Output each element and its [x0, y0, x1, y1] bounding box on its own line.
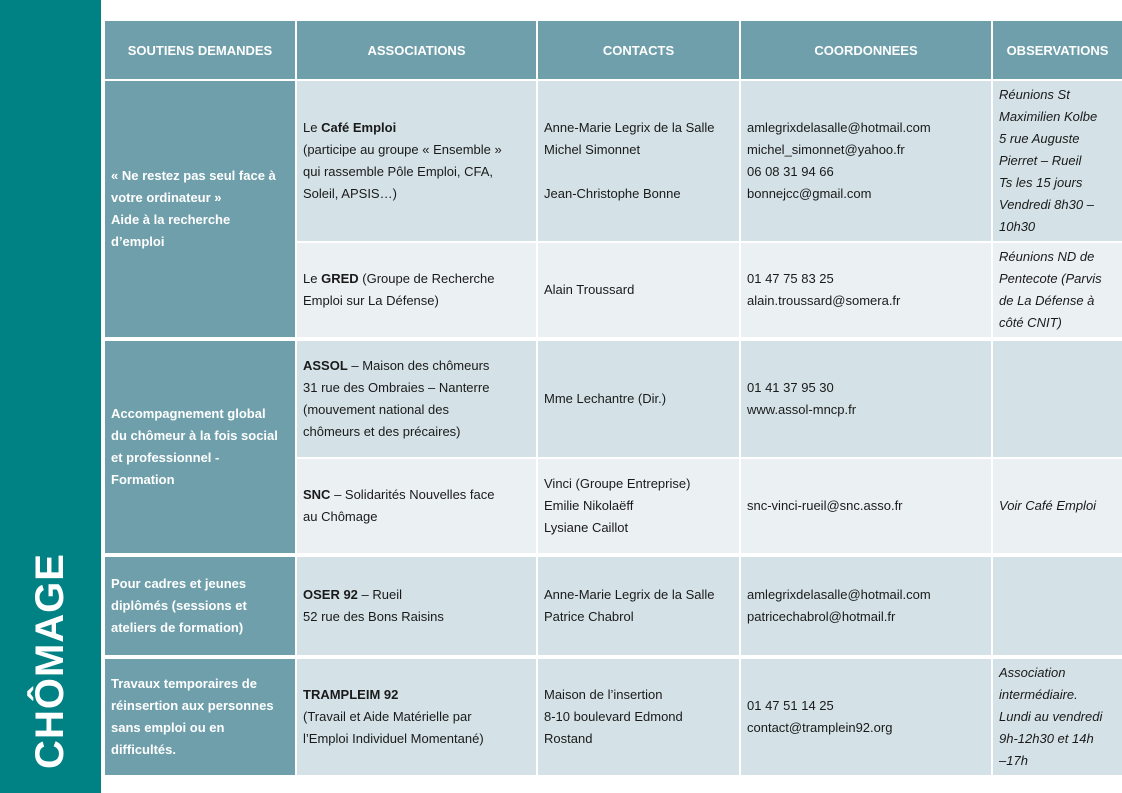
- category-line: difficultés.: [111, 742, 177, 757]
- contact-line: Lysiane Caillot: [544, 520, 629, 535]
- contact-line: Patrice Chabrol: [544, 609, 634, 624]
- category-line: Formation: [111, 472, 175, 487]
- association-title: [303, 484, 530, 506]
- association-cell: [296, 658, 537, 776]
- category-line: ateliers de formation): [111, 620, 244, 635]
- association-cell: [296, 80, 537, 242]
- association-line: qui rassemble Pôle Emploi, CFA,: [303, 164, 494, 179]
- contact-line: 8-10 boulevard Edmond: [544, 709, 683, 724]
- table-row: [104, 556, 1122, 656]
- association-cell: [296, 458, 537, 554]
- observation-line: 9h-12h30 et 14h: [999, 731, 1094, 746]
- association-suffix: – Rueil: [357, 587, 402, 602]
- association-line: 31 rue des Ombraies – Nanterre: [303, 380, 490, 395]
- contacts-cell: [537, 80, 740, 242]
- observation-line: Voir Café Emploi: [999, 498, 1097, 513]
- category-line: d’emploi: [111, 234, 165, 249]
- category-line: Accompagnement global: [111, 406, 266, 421]
- coordonnee-line: 01 47 51 14 25: [747, 698, 834, 713]
- association-cell: [296, 340, 537, 458]
- association-line: 52 rue des Bons Raisins: [303, 609, 444, 624]
- table-row: [104, 340, 1122, 458]
- contact-blank: [544, 161, 733, 183]
- coordonnees-cell: [740, 556, 992, 656]
- coordonnees-cell: [740, 242, 992, 338]
- category-line: réinsertion aux personnes: [111, 698, 274, 713]
- association-line: Soleil, APSIS…): [303, 186, 397, 201]
- association-title: [303, 117, 530, 139]
- category-line: et professionnel -: [111, 450, 220, 465]
- contact-line: Michel Simonnet: [544, 142, 641, 157]
- association-suffix: (Groupe de Recherche: [358, 271, 495, 286]
- coordonnee-line: amlegrixdelasalle@hotmail.com: [747, 120, 931, 135]
- observation-line: Lundi au vendredi: [999, 709, 1103, 724]
- side-band: [0, 0, 101, 793]
- association-title: [303, 684, 530, 706]
- header-contacts: CONTACTS: [537, 20, 740, 80]
- observations-cell: [992, 658, 1122, 776]
- header-row: [104, 20, 1122, 80]
- association-suffix: – Solidarités Nouvelles face: [330, 487, 495, 502]
- contact-line: Vinci (Groupe Entreprise): [544, 476, 691, 491]
- coordonnee-line: 06 08 31 94 66: [747, 164, 834, 179]
- coordonnee-line: www.assol-mncp.fr: [747, 402, 857, 417]
- coordonnee-line: amlegrixdelasalle@hotmail.com: [747, 587, 931, 602]
- coordonnee-line: 01 41 37 95 30: [747, 380, 834, 395]
- coordonnee-line: 01 47 75 83 25: [747, 271, 834, 286]
- header-soutiens: SOUTIENS DEMANDES: [104, 20, 296, 80]
- category-line: sans emploi ou en: [111, 720, 225, 735]
- header-coordonnees: COORDONNEES: [740, 20, 992, 80]
- table-body: [104, 80, 1122, 776]
- observation-line: Réunions ND de: [999, 249, 1095, 264]
- category-line: du chômeur à la fois social: [111, 428, 278, 443]
- association-prefix: Le: [303, 120, 322, 135]
- observations-cell: [992, 458, 1122, 554]
- contacts-cell: [537, 458, 740, 554]
- observations-cell: [992, 80, 1122, 242]
- observation-line: Vendredi 8h30 –: [999, 197, 1094, 212]
- observation-line: intermédiaire.: [999, 687, 1078, 702]
- association-name: OSER 92: [303, 587, 358, 602]
- contacts-cell: [537, 556, 740, 656]
- observation-line: Réunions St: [999, 87, 1070, 102]
- observation-line: Maximilien Kolbe: [999, 109, 1098, 124]
- table-row: [104, 80, 1122, 242]
- observation-line: de La Défense à: [999, 293, 1095, 308]
- category-cell: [104, 80, 296, 338]
- table-row: [104, 658, 1122, 776]
- category-line: votre ordinateur »: [111, 190, 222, 205]
- association-suffix: – Maison des chômeurs: [347, 358, 490, 373]
- observation-line: Pentecote (Parvis: [999, 271, 1102, 286]
- association-name: TRAMPLEIM 92: [303, 687, 399, 702]
- coordonnee-line: patricechabrol@hotmail.fr: [747, 609, 896, 624]
- association-title: [303, 355, 530, 377]
- observation-line: Association: [999, 665, 1066, 680]
- association-line: chômeurs et des précaires): [303, 424, 461, 439]
- association-cell: [296, 242, 537, 338]
- coordonnees-cell: [740, 80, 992, 242]
- header-associations: ASSOCIATIONS: [296, 20, 537, 80]
- contacts-cell: [537, 340, 740, 458]
- category-line: « Ne restez pas seul face à: [111, 168, 276, 183]
- observation-line: côté CNIT): [999, 315, 1062, 330]
- observation-line: Pierret – Rueil: [999, 153, 1082, 168]
- contact-line: Mme Lechantre (Dir.): [544, 391, 667, 406]
- category-cell: [104, 658, 296, 776]
- association-name: GRED: [321, 271, 359, 286]
- observations-cell: [992, 556, 1122, 656]
- contacts-cell: [537, 242, 740, 338]
- contact-line: Emilie Nikolaëff: [544, 498, 634, 513]
- contacts-cell: [537, 658, 740, 776]
- association-line: (Travail et Aide Matérielle par: [303, 709, 472, 724]
- coordonnee-line: snc-vinci-rueil@snc.asso.fr: [747, 498, 903, 513]
- coordonnee-line: bonnejcc@gmail.com: [747, 186, 872, 201]
- association-line: au Chômage: [303, 509, 378, 524]
- association-line: (participe au groupe « Ensemble »: [303, 142, 502, 157]
- category-line: Aide à la recherche: [111, 212, 231, 227]
- observation-line: 10h30: [999, 219, 1036, 234]
- associations-table: [103, 19, 1122, 777]
- observation-line: Ts les 15 jours: [999, 175, 1083, 190]
- contact-line: Anne-Marie Legrix de la Salle: [544, 120, 715, 135]
- category-line: diplômés (sessions et: [111, 598, 247, 613]
- contact-line: Anne-Marie Legrix de la Salle: [544, 587, 715, 602]
- coordonnee-line: alain.troussard@somera.fr: [747, 293, 901, 308]
- association-prefix: Le: [303, 271, 322, 286]
- coordonnees-cell: [740, 458, 992, 554]
- category-cell: [104, 340, 296, 554]
- category-cell: [104, 556, 296, 656]
- category-line: Pour cadres et jeunes: [111, 576, 247, 591]
- contact-line: Maison de l’insertion: [544, 687, 663, 702]
- association-title: [303, 584, 530, 606]
- association-name: SNC: [303, 487, 331, 502]
- contact-line: Rostand: [544, 731, 593, 746]
- coordonnee-line: contact@tramplein92.org: [747, 720, 893, 735]
- association-line: (mouvement national des: [303, 402, 449, 417]
- association-cell: [296, 556, 537, 656]
- category-line: Travaux temporaires de: [111, 676, 257, 691]
- side-title: CHÔMAGE: [28, 553, 72, 769]
- association-name: Café Emploi: [321, 120, 397, 135]
- contact-line: Jean-Christophe Bonne: [544, 186, 681, 201]
- association-line: Emploi sur La Défense): [303, 293, 439, 308]
- observation-line: 5 rue Auguste: [999, 131, 1080, 146]
- observation-line: –17h: [999, 753, 1028, 768]
- observations-cell: [992, 340, 1122, 458]
- coordonnees-cell: [740, 658, 992, 776]
- observations-cell: [992, 242, 1122, 338]
- coordonnees-cell: [740, 340, 992, 458]
- coordonnee-line: michel_simonnet@yahoo.fr: [747, 142, 905, 157]
- association-line: l’Emploi Individuel Momentané): [303, 731, 484, 746]
- association-title: [303, 268, 530, 290]
- association-name: ASSOL: [303, 358, 348, 373]
- contact-line: Alain Troussard: [544, 282, 635, 297]
- header-observations: OBSERVATIONS: [992, 20, 1122, 80]
